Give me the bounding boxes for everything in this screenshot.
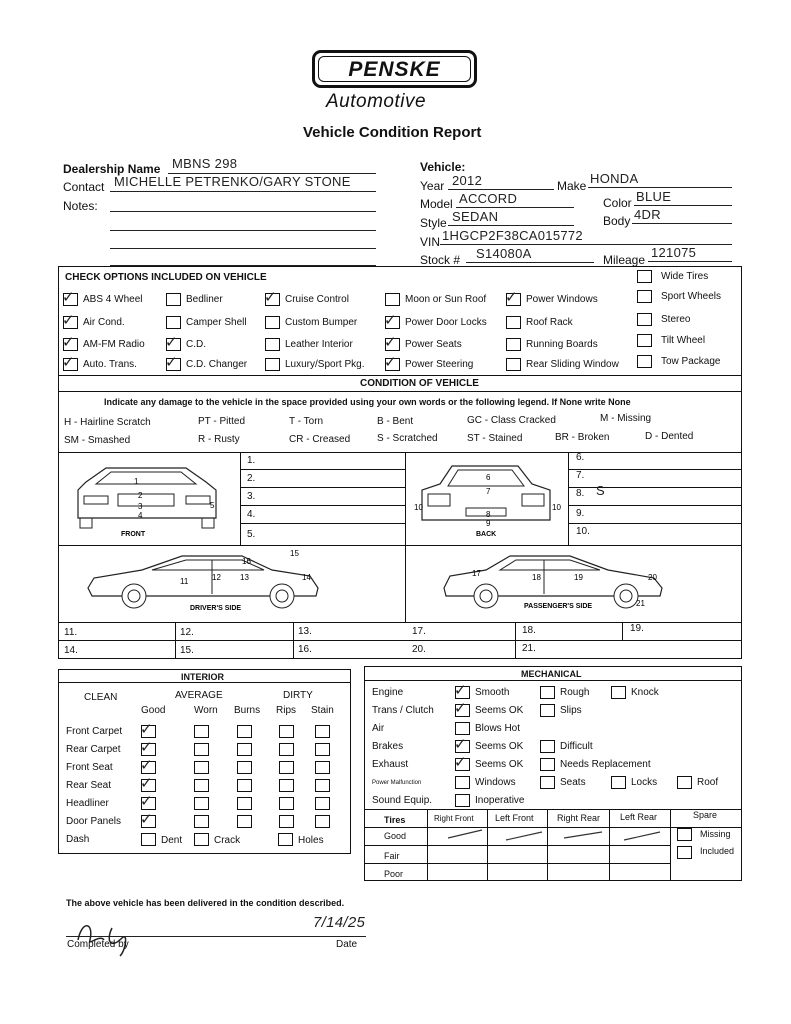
svg-text:12: 12 [212,573,221,582]
checkmark-icon: ✓ [264,288,277,306]
checkmark-icon: ✓ [384,311,397,329]
interior-rear-carpet-stain-checkbox[interactable] [315,743,330,756]
option-bedliner-checkbox[interactable] [166,293,181,306]
mileage-value: 121075 [651,245,697,260]
interior-col-header: Worn [194,705,218,716]
damage-entry-8: S [596,483,605,498]
interior-col-header: Good [141,705,166,716]
option-label: Bedliner [186,294,223,305]
mechanical-option-label: Roof [697,777,719,788]
option-label: Running Boards [526,339,598,350]
interior-headliner-burns-checkbox[interactable] [237,797,252,810]
interior-headliner-stain-checkbox[interactable] [315,797,330,810]
option-label: Auto. Trans. [83,359,137,370]
svg-text:19: 19 [574,573,583,582]
checkmark-icon: ✓ [140,738,153,756]
mechanical-option-label: Smooth [475,687,510,698]
option-tow-package-checkbox[interactable] [637,355,652,368]
checkmark-icon: ✓ [140,774,153,792]
dealership-label: Dealership Name [63,162,161,176]
interior-front-carpet-worn-checkbox[interactable] [194,725,209,738]
interior-door-panels-burns-checkbox[interactable] [237,815,252,828]
interior-front-carpet-stain-checkbox[interactable] [315,725,330,738]
contact-label: Contact [63,180,105,194]
dash-dent-checkbox[interactable] [141,833,156,846]
svg-text:14: 14 [302,573,311,582]
svg-text:4: 4 [138,511,143,520]
checkmark-icon: ✓ [140,810,153,828]
interior-col-header: Stain [311,705,334,716]
mechanical-option-label: Locks [631,777,658,788]
svg-text:8: 8 [486,510,491,519]
option-label: Roof Rack [526,317,573,328]
option-label: Leather Interior [285,339,353,350]
make-value: HONDA [590,171,639,186]
interior-rear-carpet-good-checkbox[interactable] [140,738,156,756]
mech-power-malfunction-locks-checkbox[interactable] [611,776,626,789]
mechanical-option-label: Seems OK [475,705,524,716]
interior-front-carpet-burns-checkbox[interactable] [237,725,252,738]
mechanical-option-label: Needs Replacement [560,759,651,770]
option-label: AM-FM Radio [83,339,145,350]
interior-front-carpet-good-checkbox[interactable] [140,720,156,738]
checkmark-icon: ✓ [62,311,75,329]
option-wide-tires-checkbox[interactable] [637,270,652,283]
signature [72,910,172,960]
stock-value: S14080A [476,246,532,261]
svg-text:6: 6 [486,473,491,482]
checkmark-icon: ✓ [165,353,178,371]
option-abs-4-wheel-checkbox[interactable] [62,288,78,306]
mechanical-option-label: Knock [631,687,659,698]
option-label: Custom Bumper [285,317,358,328]
option-label: Wide Tires [661,271,709,282]
spare-included-checkbox[interactable] [677,846,692,859]
option-power-door-locks-checkbox[interactable] [384,311,400,329]
option-luxury-sport-pkg-checkbox[interactable] [265,358,280,371]
option-c-d-checkbox[interactable] [165,333,181,351]
svg-text:7: 7 [486,487,491,496]
mechanical-option-label: Inoperative [475,795,525,806]
option-label: Tow Package [661,356,721,367]
vehicle-label: Vehicle: [420,160,466,174]
interior-front-carpet-rips-checkbox[interactable] [279,725,294,738]
svg-text:1: 1 [134,477,139,486]
checkmark-icon: ✓ [140,720,153,738]
option-label: Stereo [661,314,691,325]
option-rear-sliding-window-checkbox[interactable] [506,358,521,371]
model-value: ACCORD [459,191,518,206]
svg-text:16: 16 [242,557,251,566]
condition-instructions: Indicate any damage to the vehicle in the space provided using your own words or the following legend. If None write None [104,397,631,407]
svg-text:15: 15 [290,549,299,558]
mechanical-option-label: Seems OK [475,759,524,770]
checkmark-icon: ✓ [454,735,467,753]
option-label: Luxury/Sport Pkg. [285,359,365,370]
interior-rear-carpet-rips-checkbox[interactable] [279,743,294,756]
checkmark-icon: ✓ [384,353,397,371]
brand-name: PENSKE [348,58,441,81]
checkmark-icon: ✓ [454,681,467,699]
interior-rear-carpet-worn-checkbox[interactable] [194,743,209,756]
interior-row-label: Dash [66,834,90,845]
option-label: ABS 4 Wheel [83,294,143,305]
interior-headliner-rips-checkbox[interactable] [279,797,294,810]
driver-side-label: DRIVER'S SIDE [190,605,242,612]
option-tilt-wheel-checkbox[interactable] [637,334,652,347]
penske-logo [312,50,477,88]
interior-headliner-worn-checkbox[interactable] [194,797,209,810]
checkmark-icon: ✓ [62,288,75,306]
checkmark-icon: ✓ [62,353,75,371]
interior-col-header: Burns [234,705,261,716]
mechanical-option-label: Rough [560,687,590,698]
option-air-cond-checkbox[interactable] [62,311,78,329]
body-value: 4DR [634,207,661,222]
date-value: 7/14/25 [313,914,366,931]
interior-headliner-good-checkbox[interactable] [140,792,156,810]
option-label: C.D. [186,339,206,350]
interior-front-seat-good-checkbox[interactable] [140,756,156,774]
mech-trans-clutch-seems-ok-checkbox[interactable] [454,699,470,717]
svg-text:20: 20 [648,573,657,582]
mechanical-option-label: Blows Hot [475,723,521,734]
car-passenger-side-diagram [440,548,670,618]
option-custom-bumper-checkbox[interactable] [265,316,280,329]
mech-air-blows-hot-checkbox[interactable] [455,722,470,735]
mech-power-malfunction-windows-checkbox[interactable] [455,776,470,789]
interior-col-header: Rips [276,705,297,716]
notes-label: Notes: [63,199,98,213]
interior-row-label: Headliner [66,798,109,809]
option-label: Camper Shell [186,317,247,328]
interior-door-panels-worn-checkbox[interactable] [194,815,209,828]
option-power-steering-checkbox[interactable] [384,353,400,371]
svg-text:9: 9 [486,519,491,528]
interior-door-panels-good-checkbox[interactable] [140,810,156,828]
svg-text:13: 13 [240,573,249,582]
mech-exhaust-needs-replacement-checkbox[interactable] [540,758,555,771]
interior-rear-seat-worn-checkbox[interactable] [194,779,209,792]
checkmark-icon: ✓ [384,333,397,351]
mechanical-row-label: Sound Equip. [372,795,433,806]
option-camper-shell-checkbox[interactable] [166,316,181,329]
options-title: CHECK OPTIONS INCLUDED ON VEHICLE [65,272,267,283]
option-moon-or-sun-roof-checkbox[interactable] [385,293,400,306]
checkmark-icon: ✓ [165,333,178,351]
mech-power-malfunction-seats-checkbox[interactable] [540,776,555,789]
option-label: Cruise Control [285,294,349,305]
checkmark-icon: ✓ [140,792,153,810]
car-back-diagram [410,460,570,540]
interior-row-label: Rear Seat [66,780,112,791]
interior-door-panels-stain-checkbox[interactable] [315,815,330,828]
dash-holes-checkbox[interactable] [278,833,293,846]
svg-text:10: 10 [414,503,423,512]
svg-text:10: 10 [552,503,561,512]
option-stereo-checkbox[interactable] [637,313,652,326]
interior-front-seat-stain-checkbox[interactable] [315,761,330,774]
dash-option-label: Dent [161,835,183,846]
passenger-side-label: PASSENGER'S SIDE [524,603,593,610]
interior-front-seat-burns-checkbox[interactable] [237,761,252,774]
mech-brakes-difficult-checkbox[interactable] [540,740,555,753]
svg-text:2: 2 [138,491,143,500]
mechanical-row-label: Exhaust [372,759,409,770]
mechanical-option-label: Slips [560,705,582,716]
dash-crack-checkbox[interactable] [194,833,209,846]
mech-sound-equip-inoperative-checkbox[interactable] [455,794,470,807]
mechanical-option-label: Windows [475,777,516,788]
option-am-fm-radio-checkbox[interactable] [62,333,78,351]
svg-text:17: 17 [472,569,481,578]
option-label: Power Windows [526,294,598,305]
interior-rear-carpet-burns-checkbox[interactable] [237,743,252,756]
option-c-d-changer-checkbox[interactable] [165,353,181,371]
option-power-windows-checkbox[interactable] [505,288,521,306]
mech-exhaust-seems-ok-checkbox[interactable] [454,753,470,771]
interior-row-label: Front Carpet [66,726,123,737]
option-running-boards-checkbox[interactable] [506,338,521,351]
option-label: Power Seats [405,339,462,350]
mechanical-option-label: Seems OK [475,741,524,752]
condition-title: CONDITION OF VEHICLE [360,378,479,389]
mechanical-row-label: Power Malfunction [372,780,422,786]
checkmark-icon: ✓ [454,753,467,771]
car-front-diagram [66,460,236,540]
option-label: C.D. Changer [186,359,248,370]
interior-row-label: Rear Carpet [66,744,121,755]
mechanical-row-label: Air [372,723,385,734]
svg-text:21: 21 [636,599,645,608]
checkmark-icon: ✓ [505,288,518,306]
mech-trans-clutch-slips-checkbox[interactable] [540,704,555,717]
interior-rear-seat-good-checkbox[interactable] [140,774,156,792]
back-label: BACK [476,531,497,538]
mechanical-row-label: Engine [372,687,404,698]
interior-row-label: Door Panels [66,816,122,827]
interior-door-panels-rips-checkbox[interactable] [279,815,294,828]
mech-engine-knock-checkbox[interactable] [611,686,626,699]
svg-text:3: 3 [138,502,143,511]
delivery-statement: The above vehicle has been delivered in the condition described. [66,898,345,908]
spare-missing-checkbox[interactable] [677,828,692,841]
svg-text:11: 11 [180,577,189,586]
mechanical-option-label: Seats [560,777,586,788]
option-label: Power Door Locks [405,317,487,328]
mechanical-row-label: Trans / Clutch [372,705,434,716]
option-label: Tilt Wheel [661,335,706,346]
vin-value: 1HGCP2F38CA015772 [442,228,583,243]
svg-text:5: 5 [210,501,215,510]
mech-power-malfunction-roof-checkbox[interactable] [677,776,692,789]
dealership-value: MBNS 298 [172,156,238,171]
interior-rear-seat-burns-checkbox[interactable] [237,779,252,792]
front-label: FRONT [121,531,146,538]
contact-value: MICHELLE PETRENKO/GARY STONE [114,174,351,189]
interior-rear-seat-stain-checkbox[interactable] [315,779,330,792]
option-auto-trans-checkbox[interactable] [62,353,78,371]
option-label: Power Steering [405,359,474,370]
interior-rear-seat-rips-checkbox[interactable] [279,779,294,792]
mech-brakes-seems-ok-checkbox[interactable] [454,735,470,753]
svg-text:18: 18 [532,573,541,582]
dash-option-label: Crack [214,835,241,846]
interior-front-seat-rips-checkbox[interactable] [279,761,294,774]
checkmark-icon: ✓ [140,756,153,774]
tire-good-checkmarks [430,826,670,846]
option-power-seats-checkbox[interactable] [384,333,400,351]
option-label: Air Cond. [83,317,125,328]
page-title: Vehicle Condition Report [303,124,482,141]
checkmark-icon: ✓ [454,699,467,717]
mech-engine-rough-checkbox[interactable] [540,686,555,699]
checkmark-icon: ✓ [62,333,75,351]
car-driver-side-diagram [82,548,332,618]
option-label: Rear Sliding Window [526,359,619,370]
interior-row-label: Front Seat [66,762,113,773]
dash-option-label: Holes [298,835,324,846]
option-label: Moon or Sun Roof [405,294,487,305]
option-sport-wheels-checkbox[interactable] [637,290,652,303]
option-roof-rack-checkbox[interactable] [506,316,521,329]
option-leather-interior-checkbox[interactable] [265,338,280,351]
mechanical-option-label: Difficult [560,741,593,752]
style-value: SEDAN [452,209,499,224]
option-label: Sport Wheels [661,291,722,302]
mech-engine-smooth-checkbox[interactable] [454,681,470,699]
color-value: BLUE [636,189,672,204]
interior-front-seat-worn-checkbox[interactable] [194,761,209,774]
option-cruise-control-checkbox[interactable] [264,288,280,306]
mechanical-row-label: Brakes [372,741,404,752]
brand-sub: Automotive [326,91,427,112]
year-value: 2012 [452,173,483,188]
